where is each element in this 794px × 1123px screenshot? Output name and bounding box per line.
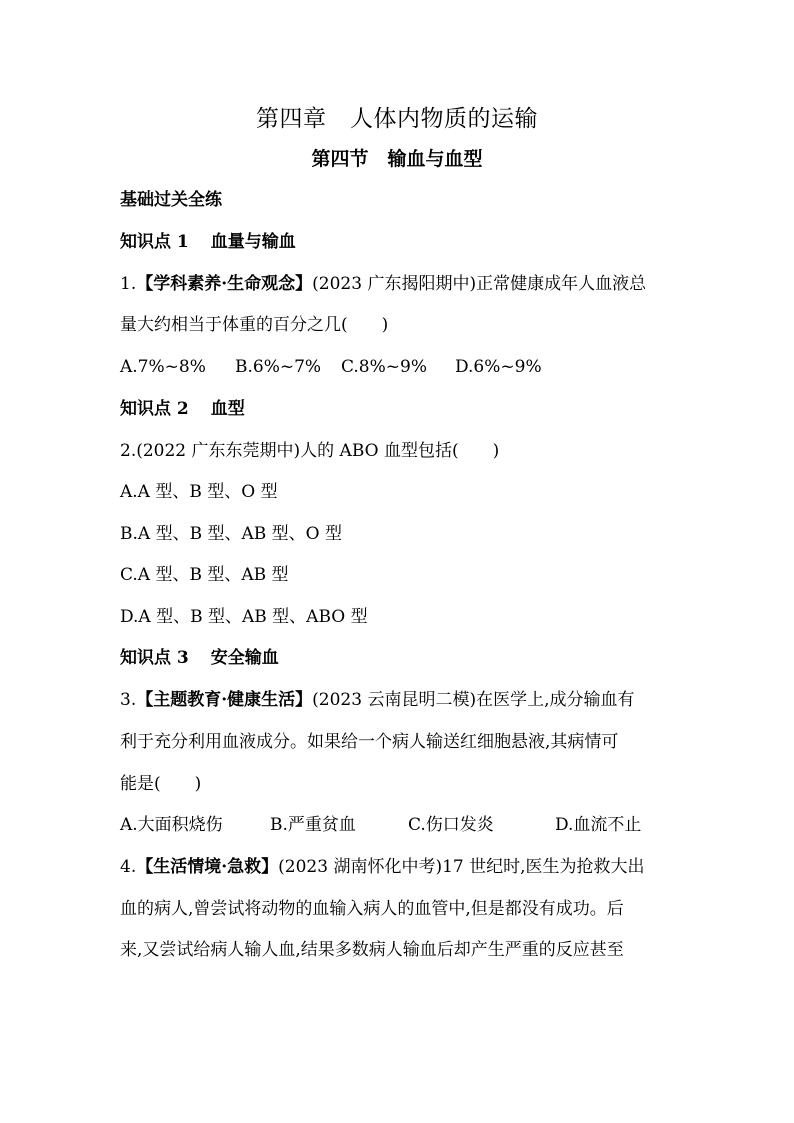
question-number: 4. (120, 857, 137, 877)
question-2-option-c: C.A 型、B 型、AB 型 (120, 565, 289, 585)
question-2-option-d: D.A 型、B 型、AB 型、ABO 型 (120, 607, 368, 627)
knowledge-point-label: 知识点 1 (120, 232, 189, 252)
knowledge-point-name: 血量与输血 (210, 232, 296, 252)
question-stem: (2023 湖南怀化中考)17 世纪时,医生为抢救大出 (278, 857, 645, 877)
question-1-option-d: D.6%~9% (455, 357, 542, 377)
knowledge-point-1 (120, 230, 296, 254)
chapter-title: 第四章 人体内物质的运输 (256, 106, 538, 132)
question-1-line-1 (120, 272, 646, 296)
question-3-line-2: 利于充分利用血液成分。如果给一个病人输送红细胞悬液,其病情可 (120, 732, 619, 752)
question-3-line-1 (120, 688, 635, 712)
question-1-line-2: 量大约相当于体重的百分之几( ) (120, 315, 389, 335)
practice-heading: 基础过关全练 (120, 190, 222, 210)
question-1-option-c: C.8%~9% (341, 357, 427, 377)
question-4-line-2: 血的病人,曾尝试将动物的血输入病人的血管中,但是都没有成功。后 (120, 899, 624, 919)
knowledge-point-name: 安全输血 (210, 648, 279, 668)
question-tag: 【生活情境·急救】 (136, 857, 279, 877)
question-number: 3. (120, 690, 137, 710)
question-3-option-c: C.伤口发炎 (408, 815, 494, 835)
question-3-line-3: 能是( ) (120, 774, 202, 794)
question-number: 1. (120, 274, 137, 294)
question-1-option-b: B.6%~7% (235, 357, 322, 377)
question-tag: 【主题教育·健康生活】 (136, 690, 313, 710)
question-3-option-b: B.严重贫血 (270, 815, 356, 835)
question-stem: (2023 广东揭阳期中)正常健康成年人血液总 (312, 274, 647, 294)
knowledge-point-label: 知识点 3 (120, 648, 189, 668)
question-2-option-b: B.A 型、B 型、AB 型、O 型 (120, 524, 342, 544)
question-2-option-a: A.A 型、B 型、O 型 (120, 482, 278, 502)
question-3-option-a: A.大面积烧伤 (120, 815, 223, 835)
question-3-option-d: D.血流不止 (555, 815, 642, 835)
question-tag: 【学科素养·生命观念】 (136, 274, 313, 294)
question-4-line-3: 来,又尝试给病人输人血,结果多数病人输血后却产生严重的反应甚至 (120, 940, 624, 960)
question-stem: (2023 云南昆明二模)在医学上,成分输血有 (312, 690, 635, 710)
knowledge-point-2 (120, 397, 245, 421)
section-title: 第四节 输血与血型 (311, 148, 483, 170)
question-2-stem: 2.(2022 广东东莞期中)人的 ABO 血型包括( ) (120, 441, 500, 461)
question-4-line-1 (120, 855, 645, 879)
question-1-option-a: A.7%~8% (120, 357, 206, 377)
knowledge-point-label: 知识点 2 (120, 399, 189, 419)
knowledge-point-name: 血型 (210, 399, 245, 419)
knowledge-point-3 (120, 646, 279, 670)
